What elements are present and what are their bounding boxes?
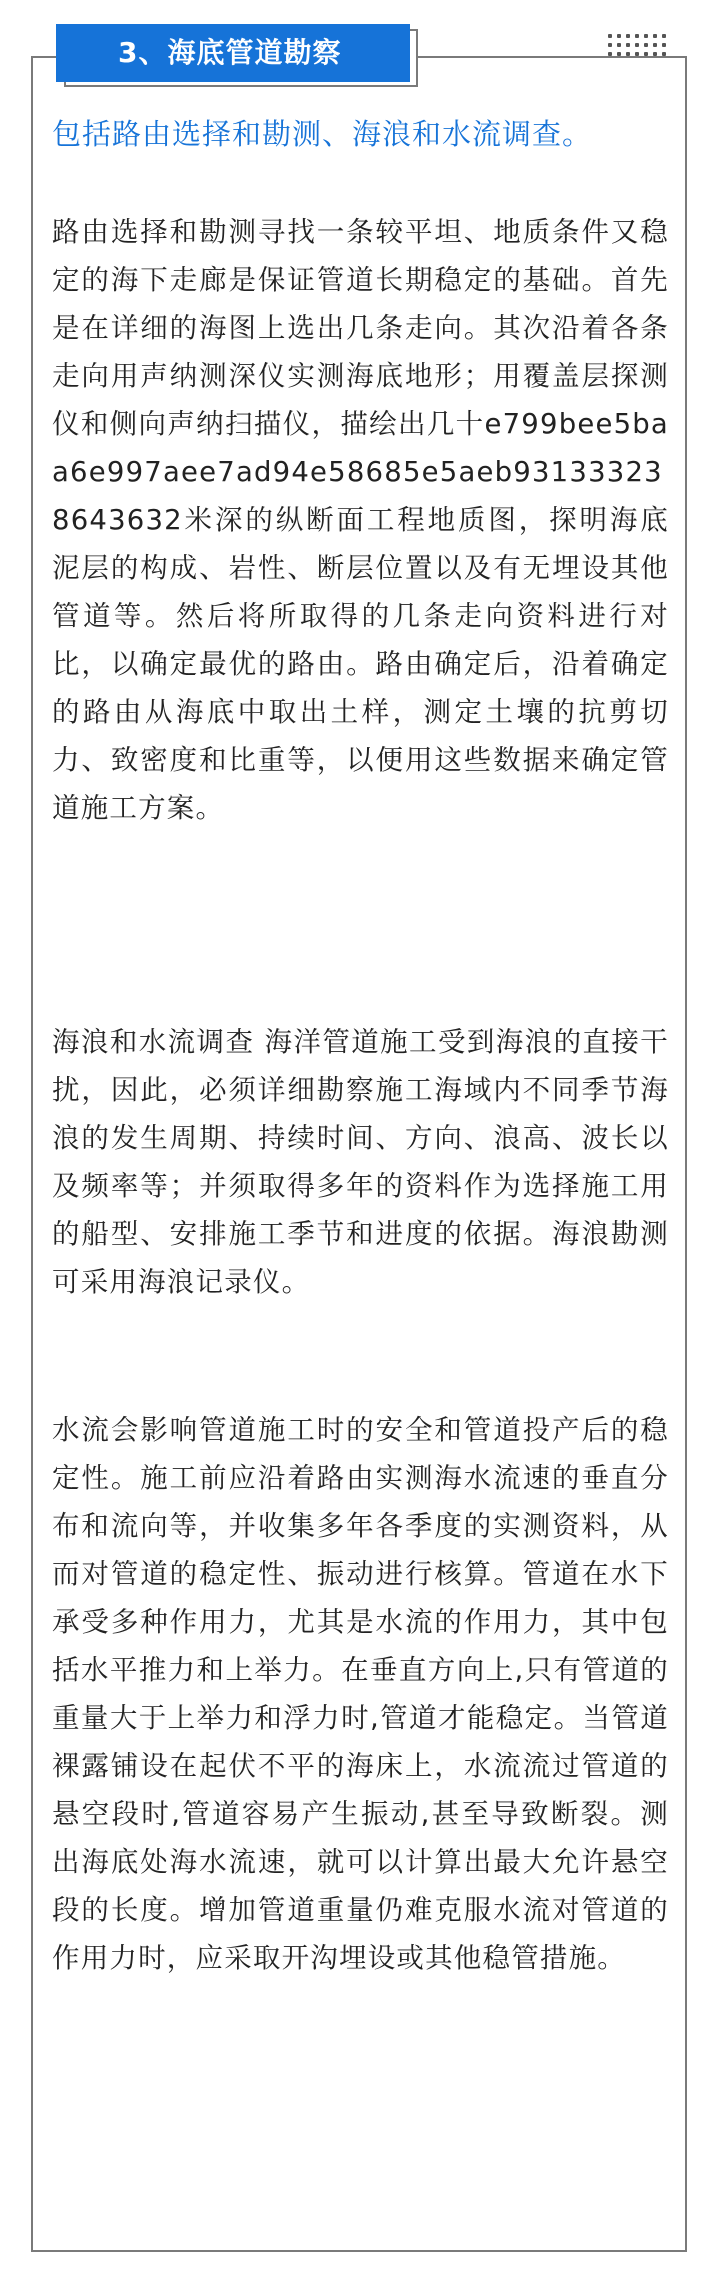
paragraph-current-survey: 水流会影响管道施工时的安全和管道投产后的稳定性。施工前应沿着路由实测海水流速的垂直分布和流向等，并收集多年各季度的实测资料，从而对管道的稳定性、振动进行核算。管道在水下承受多种作用力，尤其是水流的作用力，其中包括水平推力和上举力。在垂直方向上,只有管道的重量大于上举力和浮力时,管道才能稳定。当管道裸露铺设在起伏不平的海床上，水流流过管道的悬空段时,管道容易产生振动,甚至导致断裂。测出海底处海水流速，就可以计算出最大允许悬空段的长度。增加管道重量仍难克服水流对管道的作用力时，应采取开沟埋设或其他稳管措施。 xyxy=(52,1414,669,1974)
section-subtitle: 包括路由选择和勘测、海浪和水流调查。 xyxy=(52,117,593,151)
section-title-badge: 3、海底管道勘察 xyxy=(56,24,410,82)
paragraph-wave-survey: 海浪和水流调查 海洋管道施工受到海浪的直接干扰，因此，必须详细勘察施工海域内不同季节海浪的发生周期、持续时间、方向、浪高、波长以及频率等；并须取得多年的资料作为选择施工用的船型、安排施工季节和进度的依据。海浪勘测可采用海浪记录仪。 xyxy=(52,1026,669,1298)
grid-dots-icon xyxy=(608,34,676,62)
paragraph-route-survey: 路由选择和勘测寻找一条较平坦、地质条件又稳定的海下走廊是保证管道长期稳定的基础。首先是在详细的海图上选出几条走向。其次沿着各条走向用声纳测深仪实测海底地形；用覆盖层探测仪和侧向声纳扫描仪，描绘出几十e799bee5baa6e997aee7ad94e58685e5aeb931333238643632米深的纵断面工程地质图，探明海底泥层的构成、岩性、断层位置以及有无埋设其他管道等。然后将所取得的几条走向资料进行对比，以确定最优的路由。路由确定后，沿着确定的路由从海底中取出土样，测定土壤的抗剪切力、致密度和比重等，以便用这些数据来确定管道施工方案。 xyxy=(52,216,669,824)
